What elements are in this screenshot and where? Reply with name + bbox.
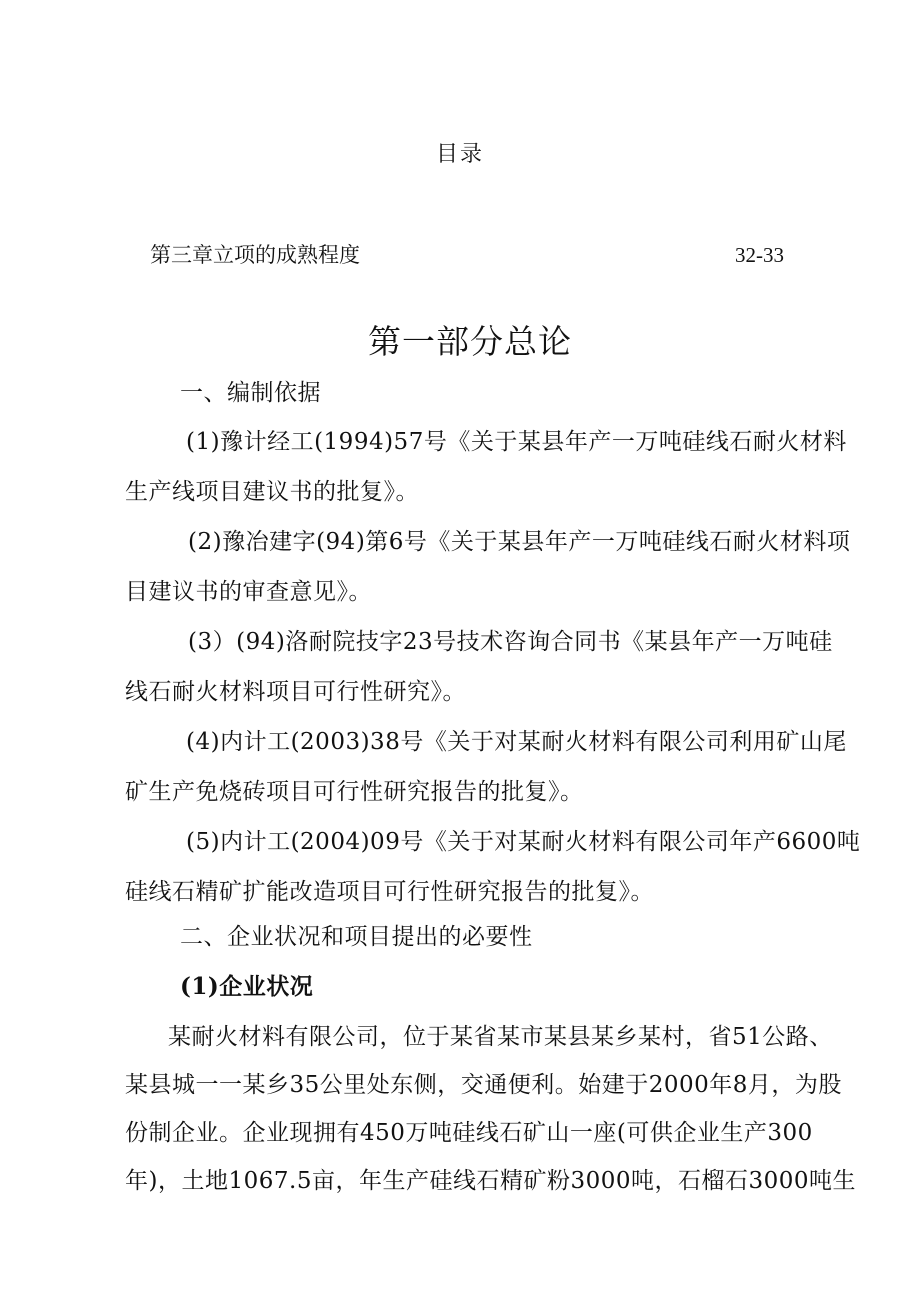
basis-item-2-line1: (2)豫冶建字(94)第6号《关于某县年产一万吨硅线石耐火材料项: [188, 529, 851, 555]
basis-item-5-line2: 硅线石精矿扩能改造项目可行性研究报告的批复》。: [125, 879, 654, 905]
section1-heading: 一、编制依据: [180, 380, 321, 406]
paragraph-line-3: 份制企业。企业现拥有450万吨硅线石矿山一座(可供企业生产300: [125, 1120, 813, 1146]
part-title: 第一部分总论: [368, 322, 572, 361]
basis-item-1-line1: (1)豫计经工(1994)57号《关于某县年产一万吨硅线石耐火材料: [186, 429, 847, 455]
section2-subheading: (1)企业状况: [180, 973, 314, 1000]
toc-title: 目录: [435, 142, 484, 167]
basis-item-2-line2: 目建议书的审查意见》。: [125, 579, 372, 605]
toc-entry-pages: 32-33: [735, 243, 784, 267]
section2-heading: 二、企业状况和项目提出的必要性: [180, 924, 533, 950]
toc-entry-label: 第三章立项的成熟程度: [150, 243, 360, 267]
paragraph-line-1: 某耐火材料有限公司，位于某省某市某县某乡某村，省51公路、: [168, 1024, 833, 1050]
basis-item-1-line2: 生产线项目建议书的批复》。: [125, 479, 419, 505]
paragraph-line-4: 年)，土地1067.5亩，年生产硅线石精矿粉3000吨，石榴石3000吨生: [125, 1168, 857, 1194]
basis-item-4-line2: 矿生产免烧砖项目可行性研究报告的批复》。: [125, 779, 584, 805]
basis-item-3-line1: (3）(94)洛耐院技字23号技术咨询合同书《某县年产一万吨硅: [188, 629, 833, 655]
basis-item-4-line1: (4)内计工(2003)38号《关于对某耐火材料有限公司利用矿山尾: [186, 729, 847, 755]
basis-item-3-line2: 线石耐火材料项目可行性研究》。: [125, 679, 466, 705]
paragraph-line-2: 某县城一一某乡35公里处东侧，交通便利。始建于2000年8月，为股: [125, 1072, 842, 1098]
basis-item-5-line1: (5)内计工(2004)09号《关于对某耐火材料有限公司年产6600吨: [186, 829, 861, 855]
